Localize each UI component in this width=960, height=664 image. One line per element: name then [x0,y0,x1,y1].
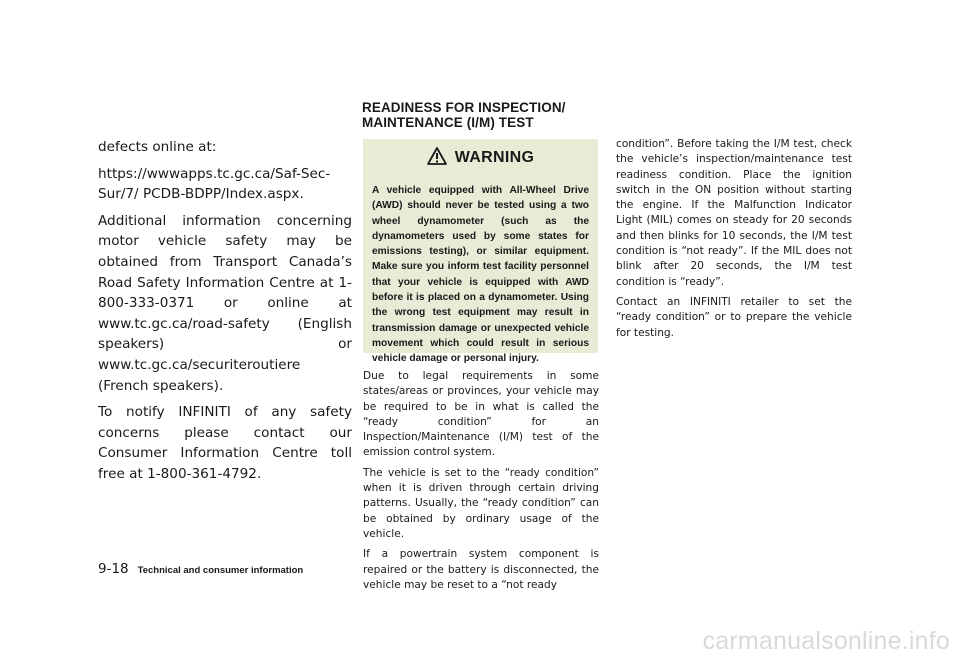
paragraph: Due to legal requirements in some states/areas or provinces, your vehicle may be required to be in what is called the “ready condition” for an Inspection/Maintenance (I/M) test of the emission control system. [363,370,599,459]
page-footer [98,561,303,577]
warning-header [363,147,598,169]
paragraph: If a powertrain system component is repaired or the battery is disconnected, the vehicle may be reset to a “not ready [363,548,599,591]
warning-text: A vehicle equipped with All-Wheel Drive (AWD) should never be tested using a two wheel dynamometer (such as the dynamometers used by some states for emissions testing), or similar equipment. Make sure you inform test facility personnel that your vehicle is equipped with AWD before it is placed on a dynamometer. Using the wrong test equipment may result in transmission damage or unexpected vehicle movement which could result in serious vehicle damage or personal injury. [372,185,589,365]
warning-triangle-icon [427,147,447,169]
watermark: carmanualsonline.info [702,627,950,655]
warning-box [363,139,598,365]
paragraph: defects online at: [98,139,217,155]
section-title: Technical and consumer information [137,565,304,576]
paragraph: Contact an INFINITI retailer to set the “ready condition” or to prepare the vehicle for testing. [616,295,852,339]
section-heading [362,100,602,130]
paragraph-url: https://wwwapps.tc.gc.ca/Saf-Sec-Sur/7/ PCDB-BDPP/Index.aspx. [98,165,331,203]
paragraph: To notify INFINITI of any safety concerns please contact our Consumer Information Centre toll free at 1-800-361-4792. [98,404,352,482]
middle-column [363,369,599,598]
section-heading-line-1: READINESS FOR INSPECTION/ [362,100,566,115]
left-column [98,137,352,491]
paragraph: condition”. Before taking the I/M test, check the vehicle’s inspection/maintenance test readiness condition. Place the ignition switch in the ON position without starting the engine. If the Malfunction Indicator Light (MIL) comes on steady for 20 seconds and then blinks for 10 seconds, the I/M test condition is “not ready”. If the MIL does not blink after 20 seconds, the I/M test condition is “ready”. [616,138,852,288]
paragraph: The vehicle is set to the “ready condition” when it is driven through certain driving patterns. Usually, the “ready condition” can be obtained by ordinary usage of the vehicle. [363,466,599,540]
page-number: 9-18 [98,561,129,577]
section-heading-line-2: MAINTENANCE (I/M) TEST [362,115,534,130]
right-column [616,137,852,346]
paragraph: Additional information concerning motor vehicle safety may be obtained from Transport Canada’s Road Safety Information Centre at 1-800-333-0371 or online at www.tc.gc.ca/road-safety (English speakers) or www.tc.gc.ca/securiteroutiere (French speakers). [98,212,352,394]
warning-title: WARNING [454,149,535,166]
